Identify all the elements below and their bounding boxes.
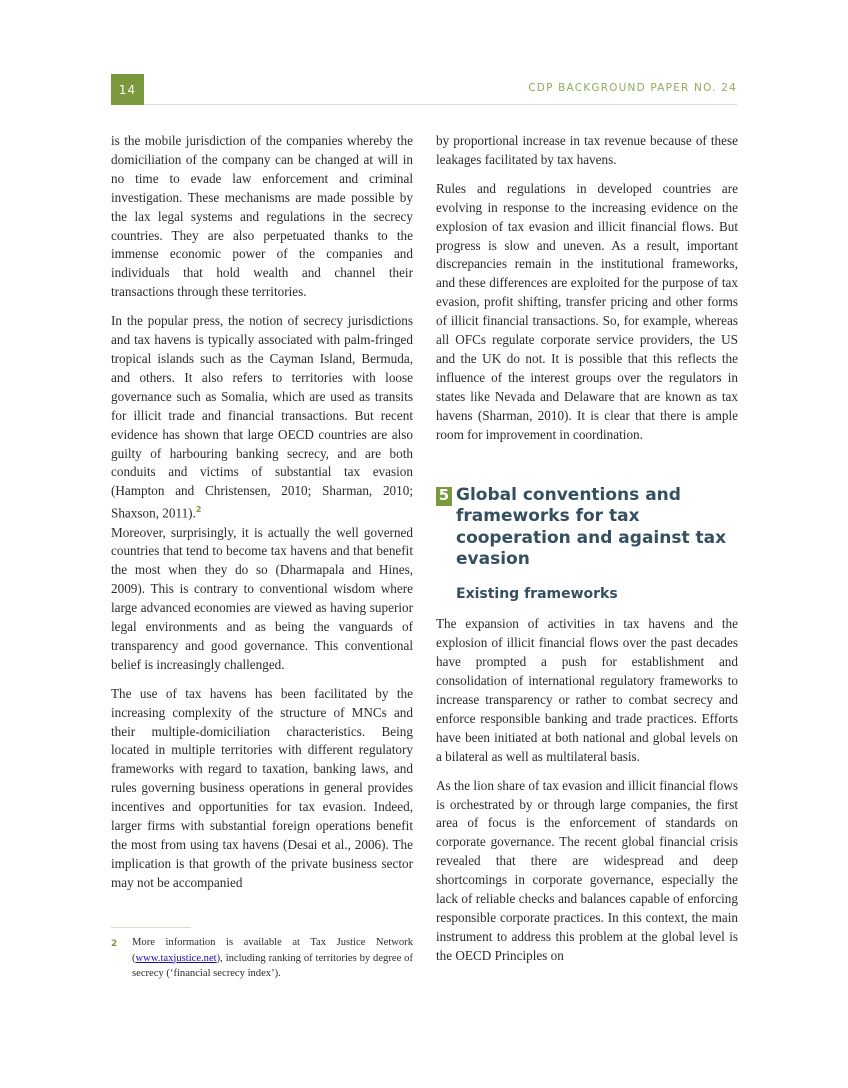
paragraph: The use of tax havens has been facilitated by the increasing complexity of the structure of MNCs and their multiple-domiciliation characteristics. Being located in multiple territories with different regulatory frameworks with regard to taxation, banking laws, and rules governing business operations in general provides incentives and opportunities for tax evasion. Indeed, larger firms with substantial foreign operations benefit the most from using tax havens (Desai et al., 2006). The implication is that growth of the private business sector may not be accompanied [111, 685, 413, 890]
footnote-number: 2 [111, 939, 118, 949]
paragraph: The expansion of activities in tax havens and the explosion of illicit financial flows over the past decades have prompted a push for establishment and consolidation of international regulatory frameworks to increase transparency or rather to combat secrecy and enforce responsible banking and trade practices. Efforts have been initiated at both national and global levels on a bilateral as well as multilateral basis. [436, 616, 738, 764]
header-rule [144, 104, 737, 105]
paragraph: Moreover, surprisingly, it is actually the well governed countries that tend to become tax havens and that benefit the most when they do so (Dharmapala and Hines, 2009). This is contrary to conventional wisdom where large advanced economies are viewed as having superior legal environments and as being the vanguards of transparency and good governance. This conventional belief is increasingly challenged. [111, 524, 413, 672]
footnote-ref[interactable]: 2 [195, 505, 202, 515]
footnote-text-after: ), including ranking of territories by degree of secrecy (‘financial secrecy index’). [132, 952, 413, 979]
right-column [436, 132, 738, 976]
paragraph: Rules and regulations in developed countries are evolving in response to the increasing evidence on the explosion of tax evasion and illicit financial flows. But progress is slow and uneven. As a result, important discrepancies remain in the institutional frameworks, and these differences are exploited for the purpose of tax evasion, profit shifting, transfer pricing and other forms of illicit financial transactions. So, for example, whereas all OFCs regulate corporate service providers, the US and the UK do not. It is possible that this reflects the influence of the interest groups over the regulators in states like Nevada and Delaware that are known as tax havens (Sharman, 2010). It is clear that there is ample room for improvement in coordination. [436, 180, 738, 442]
section-number: 5 [436, 487, 452, 506]
footnote-text-before: More information is available at Tax Justice Network ( [132, 937, 413, 964]
subsection-heading: Existing frameworks [456, 585, 618, 602]
footnote-rule [111, 927, 191, 928]
page-number: 14 [111, 74, 144, 105]
section-heading [436, 485, 738, 571]
section-title: Global conventions and frameworks for tax cooperation and against tax evasion [456, 484, 727, 569]
running-title: CDP BACKGROUND PAPER NO. 24 [528, 82, 737, 94]
paragraph-text: In the popular press, the notion of secrecy jurisdictions and tax havens is typically associated with palm-fringed tropical islands such as the Cayman Island, Bermuda, and others. It also refers to territories with loose governance such as Somalia, which are used as transits for illicit trade and financial transactions. But recent evidence has shown that large OECD countries are also guilty of harbouring banking secrecy, and are both conduits and victims of substantial tax evasion (Hampton and Christensen, 2010; Sharman, 2010; Shaxson, 2011). [111, 313, 413, 521]
footnote-link[interactable]: www.taxjustice.net [135, 952, 217, 964]
footnote-text [132, 935, 413, 982]
paragraph: As the lion share of tax evasion and illicit financial flows is orchestrated by or through large companies, the first area of focus is the enforcement of standards on corporate governance. The recent global financial crisis revealed that there are widespread and deep shortcomings in corporate governance, especially the lack of reliable checks and balances capable of enforcing responsible corporate practices. In this context, the main instrument to address this problem at the global level is the OECD Principles on [436, 777, 738, 963]
footnote [111, 935, 413, 982]
paragraph: is the mobile jurisdiction of the companies whereby the domiciliation of the company can be changed at will in no time to evade law enforcement and criminal investigation. These mechanisms are made possible by the lax legal systems and regulations in the secrecy countries. They are also perpetuated thanks to the immense economic power of the companies and individuals that hold wealth and channel their transactions through these territories. [111, 133, 413, 300]
paragraph [111, 312, 413, 523]
paragraph: by proportional increase in tax revenue because of these leakages facilitated by tax havens. [436, 133, 738, 167]
left-column [111, 132, 413, 903]
